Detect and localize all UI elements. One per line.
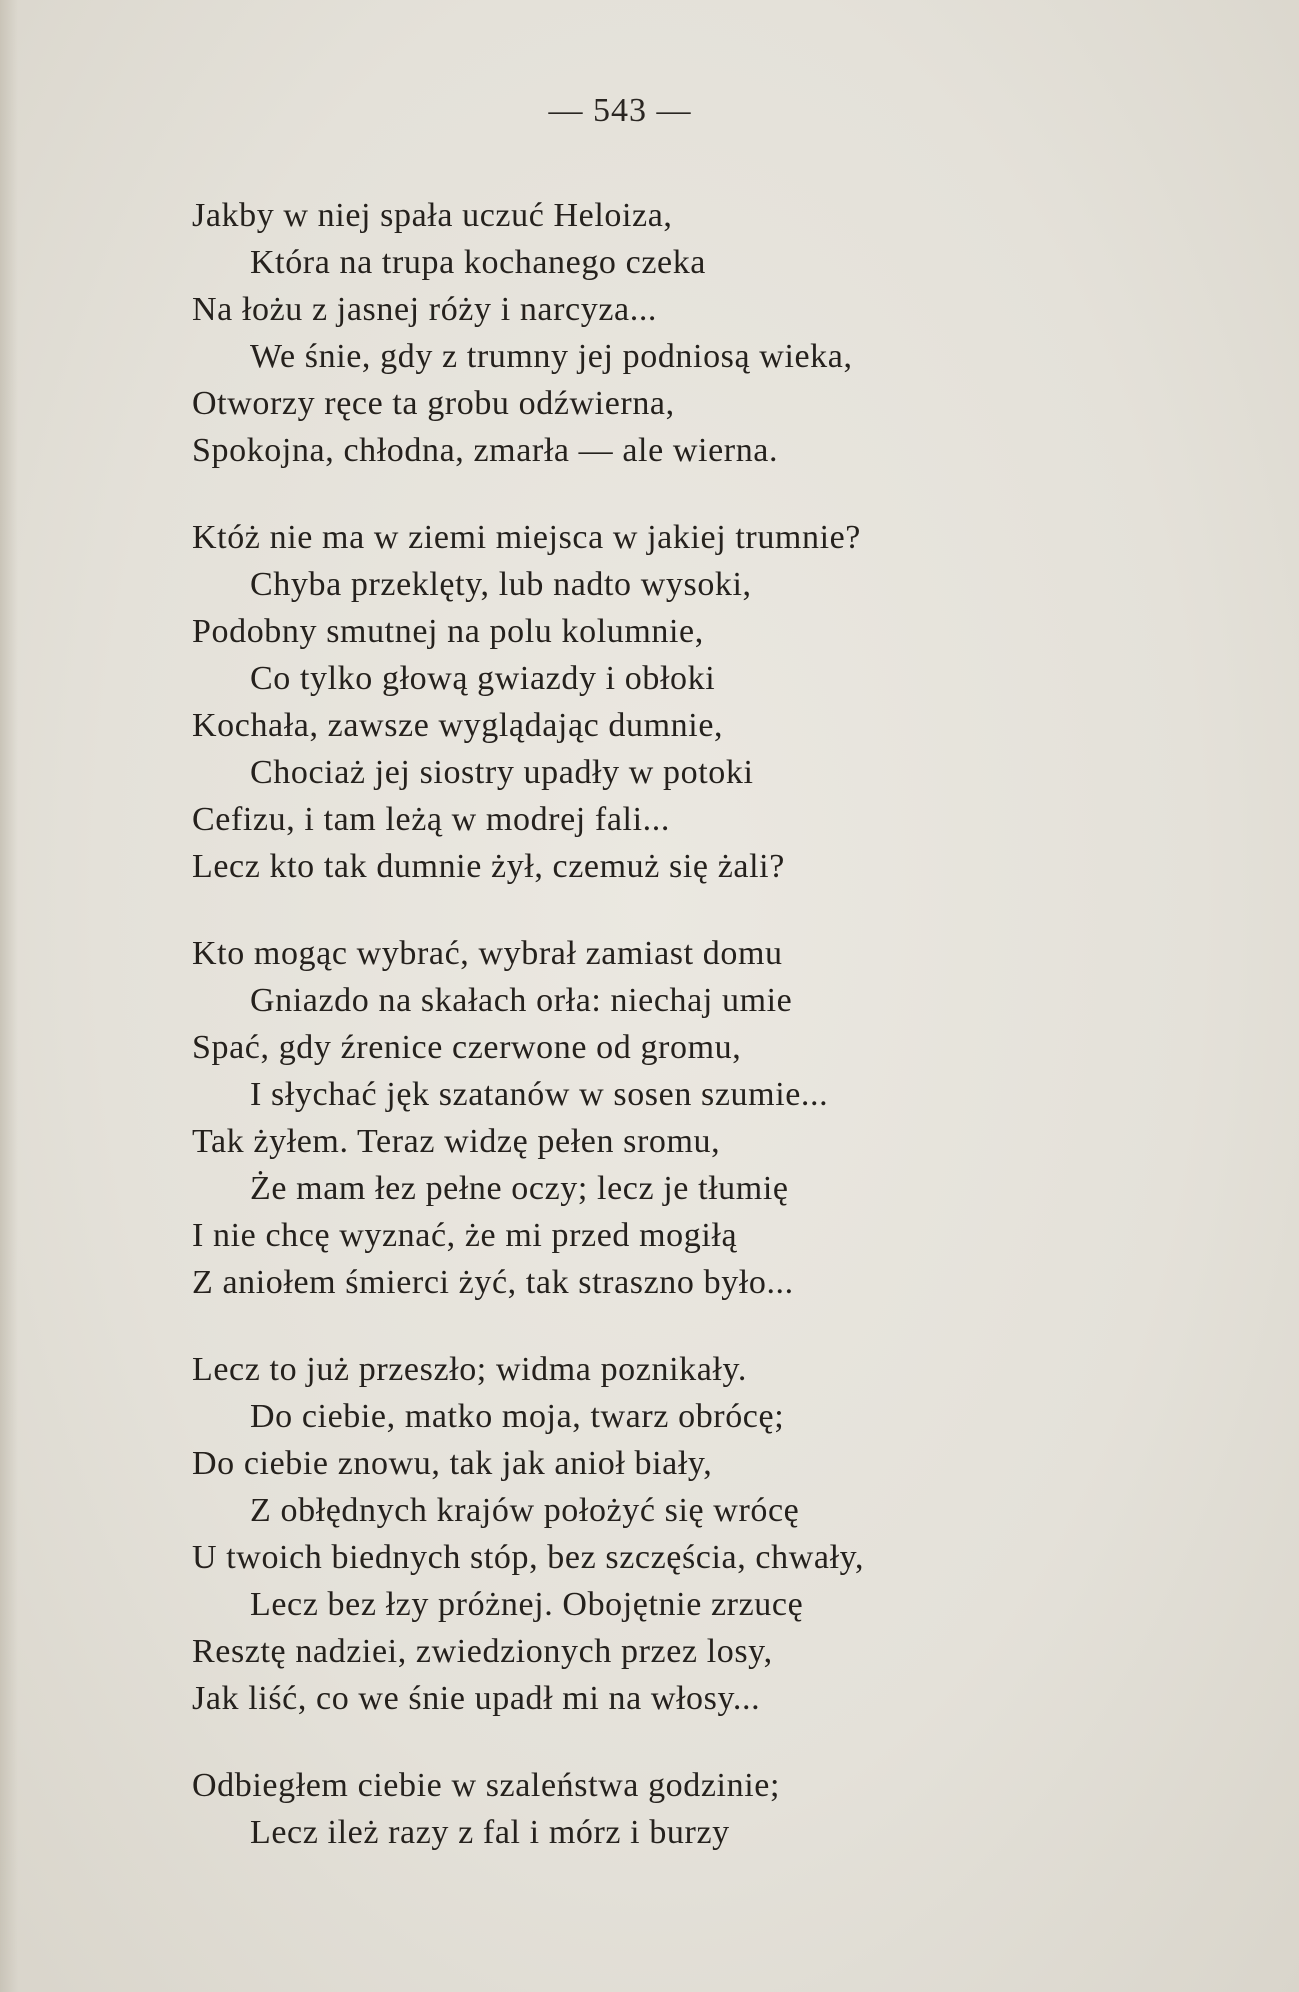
poem-line: Któż nie ma w ziemi miejsca w jakiej trumnie? [192,519,861,556]
poem-line: Otworzy ręce ta grobu odźwierna, [192,385,675,422]
page-number: — 543 — [548,92,692,129]
poem-line: Lecz bez łzy próżnej. Obojętnie zrzucę [250,1586,804,1623]
poem-line: We śnie, gdy z trumny jej podniosą wieka, [250,338,853,375]
poem-line: Lecz ileż razy z fal i mórz i burzy [250,1814,730,1851]
poem-line: Do ciebie, matko moja, twarz obrócę; [250,1398,785,1435]
poem-line: I nie chcę wyznać, że mi przed mogiłą [192,1217,738,1254]
stanza [192,192,1092,474]
poem-line: Kto mogąc wybrać, wybrał zamiast domu [192,935,783,972]
poem-line: Cefizu, i tam leżą w modrej fali... [192,801,670,838]
poem-line: Na łożu z jasnej róży i narcyza... [192,291,658,328]
poem-text [192,192,1092,1896]
poem-line: Chyba przeklęty, lub nadto wysoki, [250,566,752,603]
stanza [192,514,1092,890]
poem-line: Odbiegłem ciebie w szaleństwa godzinie; [192,1767,780,1804]
poem-line: Podobny smutnej na polu kolumnie, [192,613,704,650]
poem-line: Gniazdo na skałach orła: niechaj umie [250,982,793,1019]
poem-line: Lecz to już przeszło; widma poznikały. [192,1351,747,1388]
poem-line: Resztę nadziei, zwiedzionych przez losy, [192,1633,773,1670]
poem-line: Która na trupa kochanego czeka [250,244,706,281]
poem-line: Tak żyłem. Teraz widzę pełen sromu, [192,1123,721,1160]
poem-line: Jak liść, co we śnie upadł mi na włosy... [192,1680,761,1717]
poem-line: U twoich biednych stóp, bez szczęścia, chwały, [192,1539,865,1576]
poem-line: Spokojna, chłodna, zmarła — ale wierna. [192,432,779,469]
stanza [192,1346,1092,1722]
poem-line: Z obłędnych krajów położyć się wrócę [250,1492,800,1529]
stanza [192,930,1092,1306]
poem-line: Z aniołem śmierci żyć, tak straszno było... [192,1264,794,1301]
poem-line: Co tylko głową gwiazdy i obłoki [250,660,716,697]
poem-line: Spać, gdy źrenice czerwone od gromu, [192,1029,742,1066]
stanza [192,1762,1092,1856]
poem-line: Chociaż jej siostry upadły w potoki [250,754,754,791]
poem-line: Kochała, zawsze wyglądając dumnie, [192,707,724,744]
poem-line: Do ciebie znowu, tak jak anioł biały, [192,1445,713,1482]
poem-line: Lecz kto tak dumnie żył, czemuż się żali? [192,848,785,885]
poem-line: Jakby w niej spała uczuć Heloiza, [192,197,673,234]
poem-line: Że mam łez pełne oczy; lecz je tłumię [250,1170,789,1207]
poem-line: I słychać jęk szatanów w sosen szumie... [250,1076,829,1113]
